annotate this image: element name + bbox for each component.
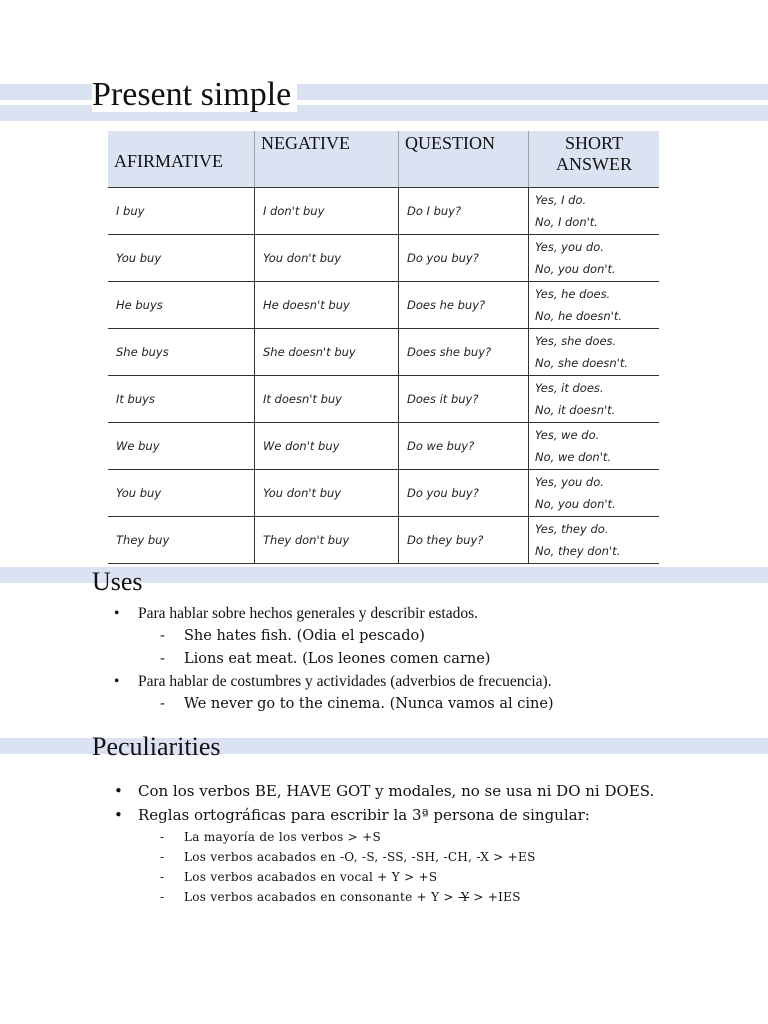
spelling-rules-list xyxy=(160,827,654,907)
spelling-rule: - Los verbos acabados en vocal + Y > +S xyxy=(160,867,654,887)
cell-short-answer xyxy=(529,235,660,282)
cell-short-answer xyxy=(529,282,660,329)
table-row xyxy=(108,188,659,235)
spelling-rule: - Los verbos acabados en -O, -S, -SS, -SH, -CH, -X > +ES xyxy=(160,847,654,867)
short-answer-no: No, you don't. xyxy=(535,262,616,276)
peculiarity-text: Reglas ortográficas para escribir la 3ª persona de singular: xyxy=(138,806,590,824)
short-answer-yes: Yes, you do. xyxy=(535,475,604,489)
cell-affirmative: You buy xyxy=(108,235,255,282)
short-answer-yes: Yes, I do. xyxy=(535,193,587,207)
cell-affirmative: They buy xyxy=(108,517,255,564)
cell-question: Does it buy? xyxy=(399,376,529,423)
header-question: QUESTION xyxy=(399,131,529,188)
uses-list xyxy=(112,603,554,716)
short-answer-no: No, she doesn't. xyxy=(535,356,628,370)
cell-short-answer xyxy=(529,376,660,423)
short-answer-yes: Yes, it does. xyxy=(535,381,604,395)
struck-letter: Y xyxy=(460,890,470,904)
table-row xyxy=(108,470,659,517)
cell-question: Does he buy? xyxy=(399,282,529,329)
example-item: - We never go to the cinema. (Nunca vamos al cine) xyxy=(160,693,554,716)
cell-negative: You don't buy xyxy=(255,235,399,282)
rule-part: > +IES xyxy=(469,890,521,904)
cell-affirmative: She buys xyxy=(108,329,255,376)
short-answer-no: No, it doesn't. xyxy=(535,403,616,417)
cell-affirmative: I buy xyxy=(108,188,255,235)
header-short-answer: SHORT ANSWER xyxy=(529,131,660,188)
list-item xyxy=(112,603,554,671)
short-answer-no: No, I don't. xyxy=(535,215,598,229)
cell-negative: We don't buy xyxy=(255,423,399,470)
short-answer-yes: Yes, they do. xyxy=(535,522,609,536)
spelling-rule xyxy=(160,887,654,907)
short-answer-yes: Yes, you do. xyxy=(535,240,604,254)
cell-negative: She doesn't buy xyxy=(255,329,399,376)
table-header-row xyxy=(108,131,659,188)
cell-short-answer xyxy=(529,423,660,470)
table-row xyxy=(108,235,659,282)
cell-negative: I don't buy xyxy=(255,188,399,235)
cell-negative: They don't buy xyxy=(255,517,399,564)
use-text: • Para hablar sobre hechos generales y describir estados. xyxy=(138,605,479,622)
short-answer-yes: Yes, he does. xyxy=(535,287,611,301)
examples-list xyxy=(160,625,554,671)
peculiarity-text: Con los verbos BE, HAVE GOT y modales, no se usa ni DO ni DOES. xyxy=(138,782,655,800)
header-affirmative: AFIRMATIVE xyxy=(108,131,255,188)
cell-question: Do they buy? xyxy=(399,517,529,564)
example-item: - Lions eat meat. (Los leones comen carne) xyxy=(160,648,554,671)
cell-question: Do we buy? xyxy=(399,423,529,470)
table-row xyxy=(108,282,659,329)
cell-question: Do I buy? xyxy=(399,188,529,235)
example-item: - She hates fish. (Odia el pescado) xyxy=(160,625,554,648)
list-item xyxy=(112,779,654,803)
short-answer-yes: Yes, she does. xyxy=(535,334,617,348)
cell-affirmative: We buy xyxy=(108,423,255,470)
list-item xyxy=(112,803,654,907)
uses-heading: Uses xyxy=(92,567,143,596)
short-answer-no: No, we don't. xyxy=(535,450,612,464)
cell-question: Do you buy? xyxy=(399,235,529,282)
cell-question: Does she buy? xyxy=(399,329,529,376)
list-item xyxy=(112,671,554,716)
peculiarities-list xyxy=(112,779,654,907)
use-text: • Para hablar de costumbres y actividades (adverbios de frecuencia). xyxy=(138,673,552,690)
cell-short-answer xyxy=(529,188,660,235)
cell-short-answer xyxy=(529,470,660,517)
cell-short-answer xyxy=(529,329,660,376)
cell-negative: It doesn't buy xyxy=(255,376,399,423)
peculiarities-heading: Peculiarities xyxy=(92,732,221,761)
cell-affirmative: It buys xyxy=(108,376,255,423)
examples-list xyxy=(160,693,554,716)
rule-part: Los verbos acabados en consonante + Y > - xyxy=(184,890,461,904)
short-answer-yes: Yes, we do. xyxy=(535,428,600,442)
table-row xyxy=(108,376,659,423)
short-answer-no: No, you don't. xyxy=(535,497,616,511)
table-row xyxy=(108,517,659,564)
table-row xyxy=(108,329,659,376)
header-negative: NEGATIVE xyxy=(255,131,399,188)
cell-question: Do you buy? xyxy=(399,470,529,517)
table-body xyxy=(108,188,659,564)
cell-short-answer xyxy=(529,517,660,564)
table-row xyxy=(108,423,659,470)
cell-negative: You don't buy xyxy=(255,470,399,517)
conjugation-table xyxy=(108,131,659,564)
short-answer-no: No, he doesn't. xyxy=(535,309,622,323)
page-title: Present simple xyxy=(92,78,297,112)
spelling-rule: - La mayoría de los verbos > +S xyxy=(160,827,654,847)
cell-affirmative: He buys xyxy=(108,282,255,329)
cell-negative: He doesn't buy xyxy=(255,282,399,329)
short-answer-no: No, they don't. xyxy=(535,544,621,558)
cell-affirmative: You buy xyxy=(108,470,255,517)
